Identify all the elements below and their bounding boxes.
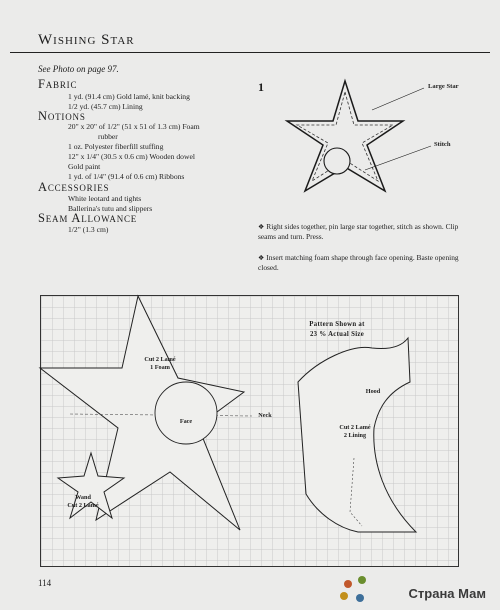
figure-number: 1 [258,80,264,94]
diamond-bullet-icon: ❖ [258,254,265,262]
see-photo-note: See Photo on page 97. [38,64,119,74]
materials-item: Gold paint [68,162,101,171]
pattern-scale-note-line2: 23 % Actual Size [309,331,365,338]
page-title: Wishing Star [38,32,135,48]
materials-item: White leotard and tights [68,194,142,203]
materials-item: 1 yd. of 1/4" (91.4 of 0.6 cm) Ribbons [68,172,185,181]
pattern-face-circle [155,382,217,444]
label-large-star-cut [125,356,195,372]
materials-item: Ballerina's tutu and slippers [68,204,153,213]
materials-item: 20" x 20" of 1/2" (51 x 51 of 1.3 cm) Foam [68,122,200,131]
section-heading-fabric: Fabric [38,77,78,91]
section-heading-notions: Notions [38,109,86,123]
materials-item: rubber [98,132,118,141]
materials-item: 1 oz. Polyester fiberfill stuffing [68,142,164,151]
page-number: 114 [38,578,52,588]
label-hood: Hood [365,388,381,395]
label-large-star-cut-line2: 1 Foam [150,364,170,371]
pattern-scale-note-line1: Pattern Shown at [309,321,365,328]
label-neck: Neck [258,412,272,419]
materials-item: 1/2" (1.3 cm) [68,225,109,234]
label-wand-line1: Wand [75,494,91,501]
label-hood-cut [320,424,390,440]
instruction-text: Insert matching foam shape through face opening. Baste opening closed. [258,253,459,272]
label-wand-line2: Cut 2 Lamé [67,502,99,509]
pattern-scale-note [292,320,382,340]
materials-item: 1 yd. (91.4 cm) Gold lamé, knit backing [68,92,190,101]
materials-item: 1/2 yd. (45.7 cm) Lining [68,102,143,111]
label-face: Face [179,418,193,425]
callout-stitch: Stitch [434,141,451,148]
diamond-bullet-icon: ❖ [258,223,265,231]
section-heading-seam-allowance: Seam Allowance [38,211,138,225]
materials-item: 12" x 1/4" (30.5 x 0.6 cm) Wooden dowel [68,152,195,161]
label-hood-cut-line2: 2 Lining [343,432,367,439]
label-large-star-cut-line1: Cut 2 Lamé [144,356,176,363]
watermark-text: Страна Мам [408,586,486,601]
section-heading-accessories: Accessories [38,180,110,194]
callout-large-star: Large Star [428,83,459,90]
watermark-logo-icon [338,574,372,608]
label-wand [55,494,111,510]
instruction-text: Right sides together, pin large star together, stitch as shown. Clip seams and turn. Press. [258,222,459,241]
label-hood-cut-line1: Cut 2 Lamé [339,424,371,431]
